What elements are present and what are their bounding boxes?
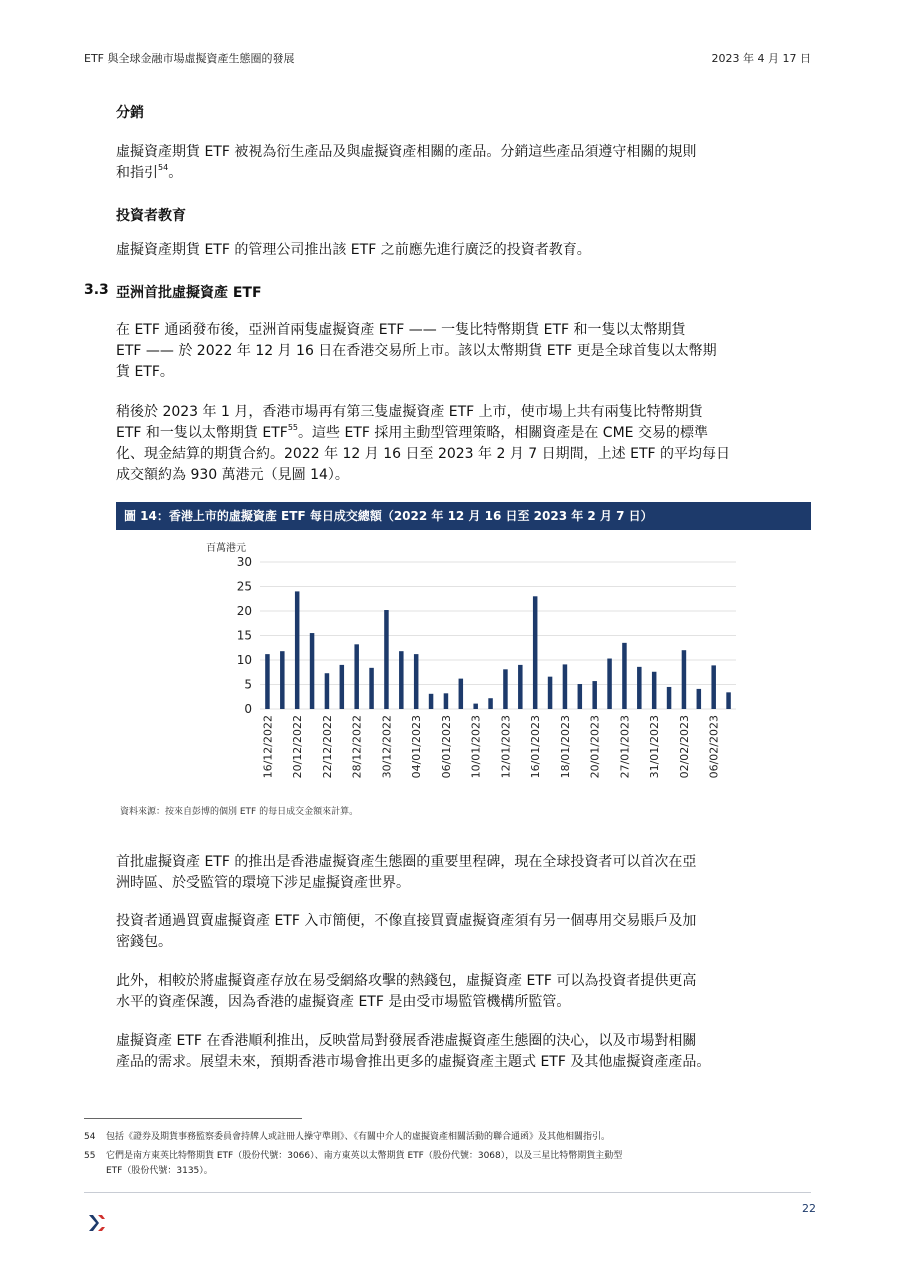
bar [444,693,449,709]
y-axis-label: 百萬港元 [206,543,246,554]
text-line: 稍後於 2023 年 1 月，香港市場再有第三隻虛擬資產 ETF 上市，使市場上共有兩隻比特幣期貨 [116,404,703,420]
text-line: 虛擬資產 ETF 在香港順利推出，反映當局對發展香港虛擬資產生態圈的決心，以及市場對相關 [116,1033,697,1049]
text-line: 產品的需求。展望未來，預期香港市場會推出更多的虛擬資產主題式 ETF 及其他虛擬資產產品。 [116,1054,711,1070]
bar [652,672,657,709]
bar [414,654,419,709]
figure-title-bar: 圖 14：香港上市的虛擬資產 ETF 每日成交總額（2022 年 12 月 16 日至 2023 年 2 月 7 日） [116,502,811,530]
bar [429,694,434,709]
paragraph-distribution [116,142,816,184]
text-span: ETF 和一隻以太幣期貨 ETF [116,425,288,441]
x-tick-label: 27/01/2023 [618,715,632,779]
bar [726,692,731,709]
paragraph-outlook [116,1031,826,1073]
y-tick-label: 5 [244,677,252,692]
bar [488,698,493,709]
bar [384,610,389,709]
footnote-text-block [106,1149,806,1179]
x-tick-label: 06/01/2023 [439,715,453,779]
bar [280,651,285,709]
text-line: 首批虛擬資產 ETF 的推出是香港虛擬資產生態圈的重要里程碑，現在全球投資者可以首次在亞 [116,854,697,870]
heading-distribution: 分銷 [116,105,144,121]
paragraph-education: 虛擬資產期貨 ETF 的管理公司推出該 ETF 之前應先進行廣泛的投資者教育。 [116,242,591,258]
text-line: 貨 ETF。 [116,364,174,380]
bar [622,643,627,709]
y-tick-label: 20 [236,604,252,618]
x-tick-label: 30/12/2022 [380,715,394,779]
footnote-54 [84,1130,811,1145]
x-tick-label: 28/12/2022 [350,715,364,779]
bar [459,679,464,709]
bar [265,654,270,709]
running-header-title: ETF 與全球金融市場虛擬資產生態圈的發展 [84,52,295,65]
footer-rule [84,1192,811,1193]
footnote-number: 54 [84,1132,96,1142]
bar [578,684,583,709]
y-tick-label: 0 [244,702,252,716]
running-header-date: 2023 年 4 月 17 日 [711,52,811,65]
bar [295,591,300,709]
footnote-text: 它們是南方東英比特幣期貨 ETF（股份代號：3066）、南方東英以太幣期貨 ETF（股份代號：3068），以及三星比特幣期貨主動型 [106,1151,623,1161]
footnote-number: 55 [84,1151,96,1161]
x-tick-label: 20/12/2022 [291,715,305,779]
text-span: 。 [168,165,183,181]
text-span: 和指引 [116,165,158,181]
bar [563,664,568,709]
bar [697,689,702,709]
bar [667,687,672,709]
bar [711,665,716,709]
bar [682,650,687,709]
bar [340,665,345,709]
paragraph-milestone [116,852,816,894]
bar [607,659,612,709]
bar [325,673,330,709]
footnote-55 [84,1149,811,1181]
x-tick-label: 02/02/2023 [677,715,691,779]
footnote-ref: 55 [287,423,298,433]
text-line [116,163,816,184]
x-tick-label: 20/01/2023 [588,715,602,779]
text-line: ETF —— 於 2022 年 12 月 16 日在香港交易所上市。該以太幣期貨 ETF 更是全球首隻以太幣期 [116,343,717,359]
footnote-text: 包括《證券及期貨事務監察委員會持牌人或註冊人操守準則》、《有關中介人的虛擬資產相關活動的聯合通函》及其他相關指引。 [106,1132,611,1142]
paragraph-3-3-2 [116,402,816,486]
bar [533,596,538,709]
paragraph-protection [116,971,816,1013]
text-line: 成交額約為 930 萬港元（見圖 14）。 [116,467,349,483]
footnote-separator [84,1118,302,1119]
text-line: 密錢包。 [116,934,172,950]
text-line: 此外，相較於將虛擬資產存放在易受網絡攻擊的熱錢包，虛擬資產 ETF 可以為投資者提供更高 [116,973,697,989]
section-number: 3.3 [84,282,109,298]
bar [354,644,359,709]
bar [399,651,404,709]
bar [369,668,374,709]
x-tick-label: 16/01/2023 [529,715,543,779]
x-tick-label: 31/01/2023 [648,715,662,779]
y-tick-label: 10 [236,653,252,667]
bar [473,704,478,709]
x-tick-label: 16/12/2022 [261,715,275,779]
text-line: 投資者通過買賣虛擬資產 ETF 入市簡便，不像直接買賣虛擬資產須有另一個專用交易賬戶及加 [116,913,697,929]
text-span: 。這些 ETF 採用主動型管理策略，相關資產是在 CME 交易的標準 [298,425,708,441]
bar [503,669,508,709]
bar [637,667,642,709]
text-line: 化、現金結算的期貨合約。2022 年 12 月 16 日至 2023 年 2 月 7 日期間，上述 ETF 的平均每日 [116,446,731,462]
page-number: 22 [802,1202,816,1215]
x-tick-label: 04/01/2023 [410,715,424,779]
heading-investor-education: 投資者教育 [116,208,186,224]
x-tick-label: 10/01/2023 [469,715,483,779]
x-tick-label: 18/01/2023 [558,715,572,779]
y-tick-label: 15 [236,628,252,643]
bar [548,677,553,709]
text-line: 在 ETF 通函發布後，亞洲首兩隻虛擬資產 ETF —— 一隻比特幣期貨 ETF 和一隻以太幣期貨 [116,322,686,338]
x-tick-label: 12/01/2023 [499,715,513,779]
bar [518,665,523,709]
bar [310,633,315,709]
text-line: 洲時區、於受監管的環境下涉足虛擬資產世界。 [116,875,410,891]
paragraph-3-3-1 [116,320,816,383]
bar-chart [160,536,760,800]
figure-source: 資料來源：按來自彭博的個別 ETF 的每日成交金額來計算。 [120,807,359,817]
x-tick-label: 22/12/2022 [320,715,334,779]
x-tick-label: 06/02/2023 [707,715,721,779]
text-line: 虛擬資產期貨 ETF 被視為衍生產品及與虛擬資產相關的產品。分銷這些產品須遵守相關的規則 [116,144,697,160]
y-tick-label: 25 [236,579,252,594]
paragraph-access [116,911,816,953]
bar [592,681,597,709]
section-title: 亞洲首批虛擬資產 ETF [116,285,262,301]
footnote-text: ETF（股份代號：3135）。 [106,1166,213,1176]
y-tick-label: 30 [236,555,252,569]
text-line: 水平的資產保護，因為香港的虛擬資產 ETF 是由受市場監管機構所監管。 [116,994,571,1010]
hkex-logo-icon [86,1212,108,1234]
text-line [116,423,816,444]
footnote-ref: 54 [158,163,169,173]
